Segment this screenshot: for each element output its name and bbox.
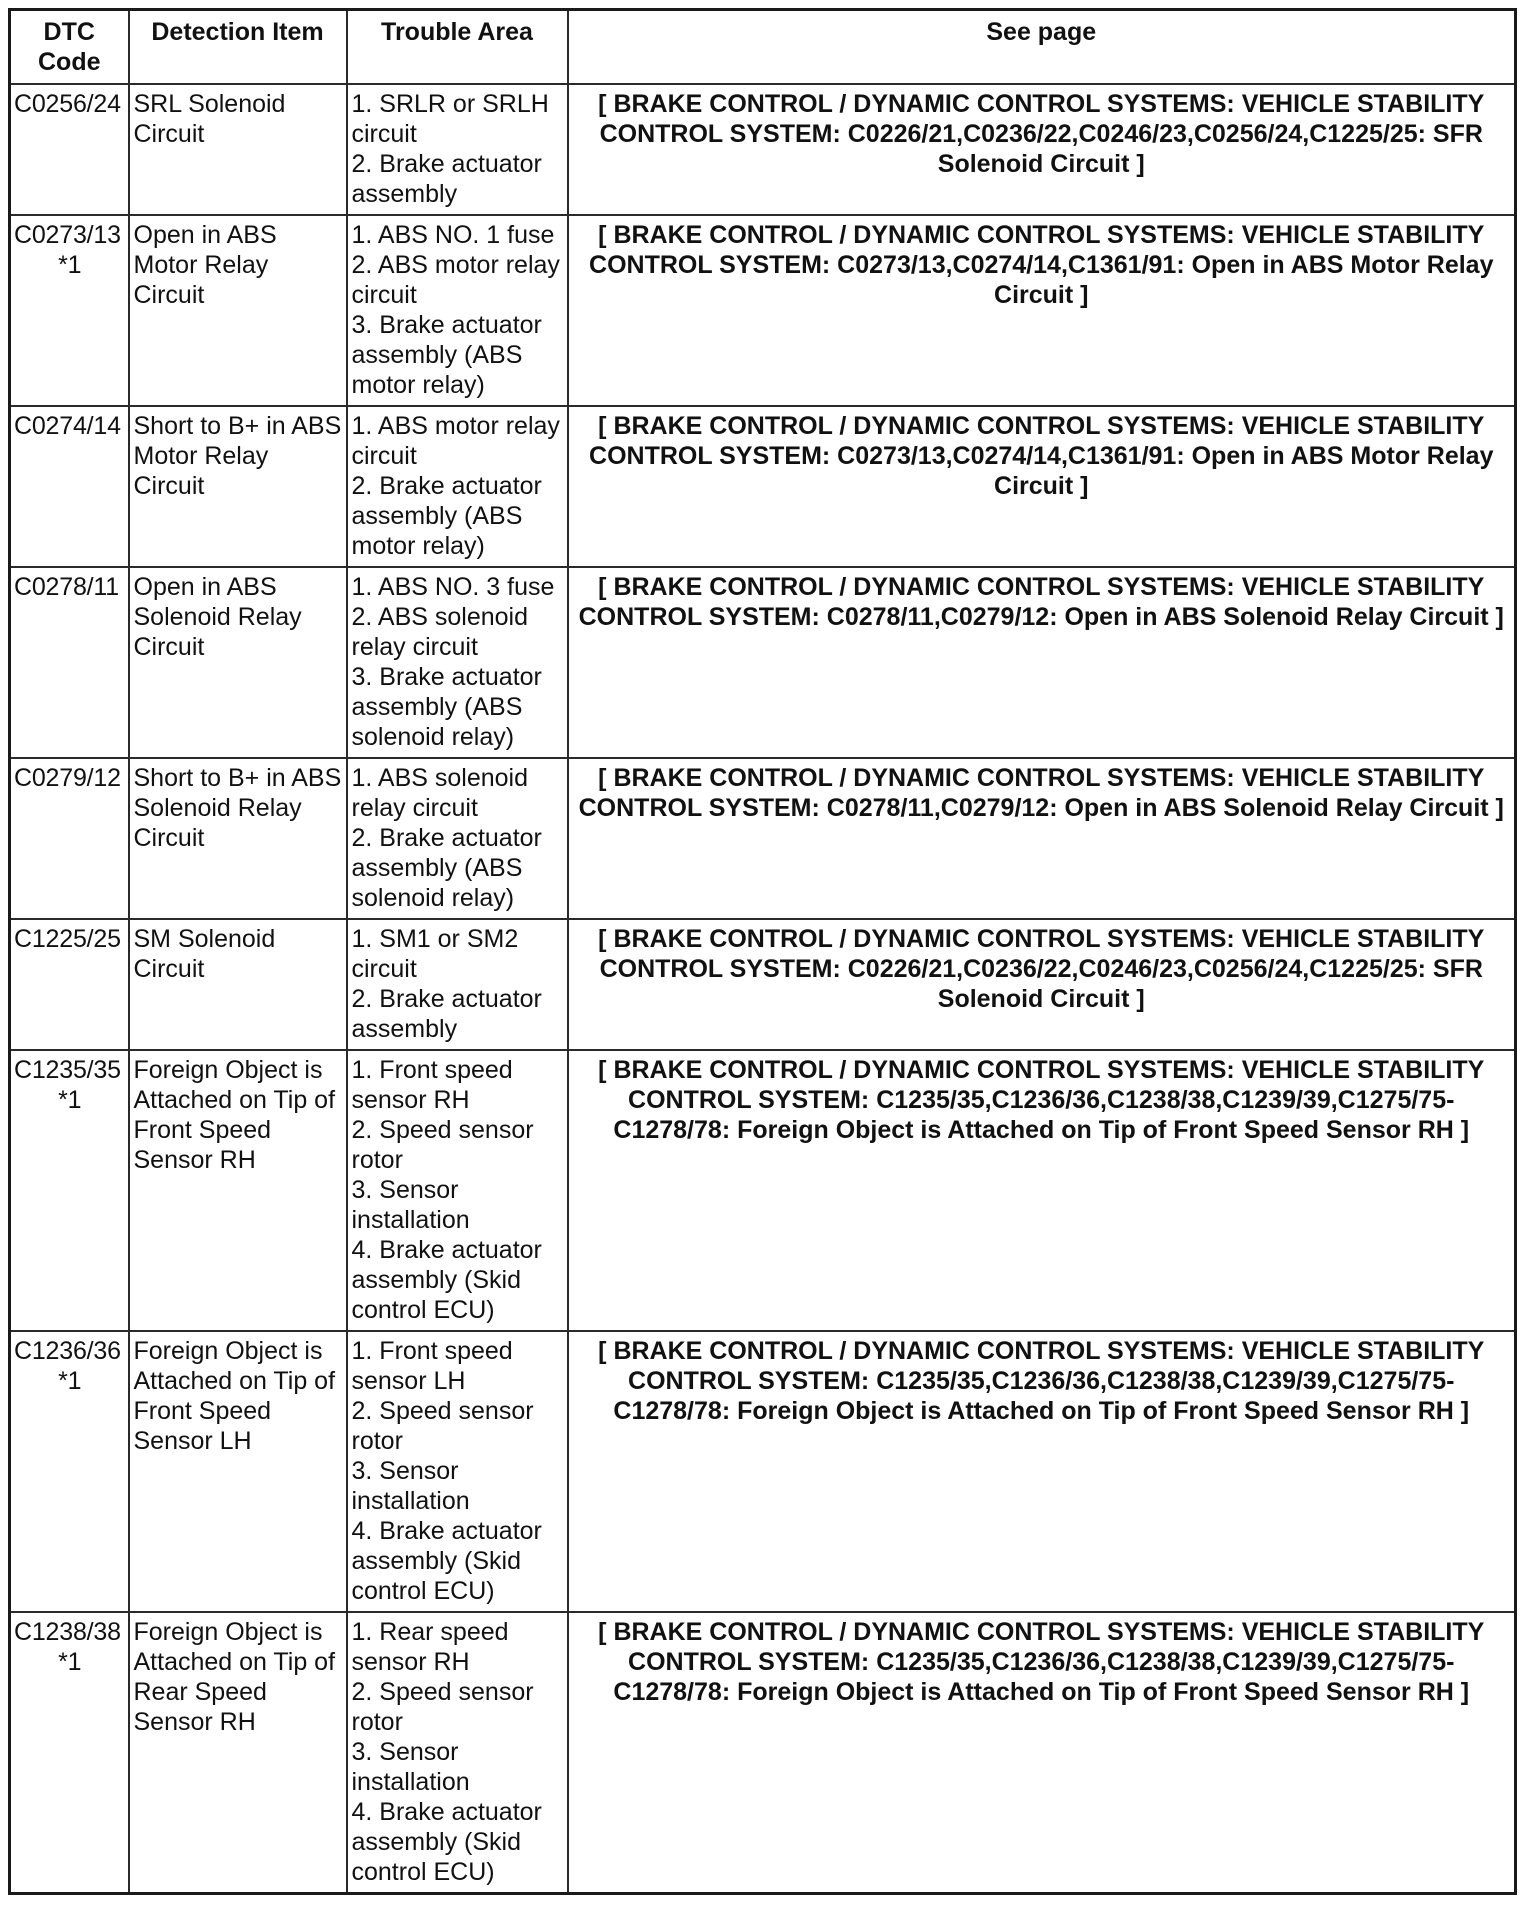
dtc-code: C0256/24 [14,90,121,118]
trouble-area-item: 3. Brake actuator assembly (ABS solenoid relay) [351,663,542,751]
table-row [10,84,1516,215]
table-row [10,919,1516,1050]
trouble-area-item: 2. Speed sensor rotor [351,1678,534,1736]
header-dtc-code: DTC Code [10,10,129,85]
table-row [10,1612,1516,1894]
dtc-footnote-marker: *1 [58,1367,82,1395]
table-row [10,567,1516,758]
dtc-code: C1235/35 [14,1056,121,1084]
trouble-area-item: 2. Speed sensor rotor [351,1397,534,1455]
header-detection-item: Detection Item [129,10,347,85]
trouble-area-cell [347,406,568,567]
trouble-area-item: 4. Brake actuator assembly (Skid control ECU) [351,1798,542,1886]
trouble-area-item: 4. Brake actuator assembly (Skid control ECU) [351,1517,542,1605]
detection-item: SM Solenoid Circuit [129,919,347,1050]
dtc-code-cell [10,1050,129,1331]
trouble-area-item: 1. SRLR or SRLH circuit [351,90,549,148]
table-row [10,1050,1516,1331]
see-page-reference: [ BRAKE CONTROL / DYNAMIC CONTROL SYSTEMS: VEHICLE STABILITY CONTROL SYSTEM: C0226/21,C0236/22,C0246/23,C0256/24,C1225/25: SFR Solenoid Circuit ] [568,919,1516,1050]
trouble-area-cell [347,919,568,1050]
see-page-reference: [ BRAKE CONTROL / DYNAMIC CONTROL SYSTEMS: VEHICLE STABILITY CONTROL SYSTEM: C1235/35,C1236/36,C1238/38,C1239/39,C1275/75-C1278/78: Foreign Object is Attached on Tip of Front Speed Sensor RH ] [568,1331,1516,1612]
trouble-area-item: 2. Brake actuator assembly (ABS solenoid relay) [351,824,542,912]
see-page-reference: [ BRAKE CONTROL / DYNAMIC CONTROL SYSTEMS: VEHICLE STABILITY CONTROL SYSTEM: C0278/11,C0279/12: Open in ABS Solenoid Relay Circuit ] [568,567,1516,758]
table-header-row [10,10,1516,85]
trouble-area-cell [347,1331,568,1612]
dtc-code: C1238/38 [14,1618,121,1646]
trouble-area-item: 1. ABS NO. 3 fuse [351,573,555,601]
see-page-reference: [ BRAKE CONTROL / DYNAMIC CONTROL SYSTEMS: VEHICLE STABILITY CONTROL SYSTEM: C1235/35,C1236/36,C1238/38,C1239/39,C1275/75-C1278/78: Foreign Object is Attached on Tip of Front Speed Sensor RH ] [568,1612,1516,1894]
dtc-code-cell [10,758,129,919]
dtc-code-cell [10,1331,129,1612]
dtc-code: C1225/25 [14,925,121,953]
trouble-area-cell [347,215,568,406]
dtc-code: C0279/12 [14,764,121,792]
dtc-code: C0273/13 [14,221,121,249]
detection-item: Foreign Object is Attached on Tip of Rear Speed Sensor RH [129,1612,347,1894]
dtc-code-cell [10,406,129,567]
detection-item: Open in ABS Motor Relay Circuit [129,215,347,406]
trouble-area-item: 3. Brake actuator assembly (ABS motor relay) [351,311,542,399]
trouble-area-item: 1. SM1 or SM2 circuit [351,925,519,983]
dtc-code: C1236/36 [14,1337,121,1365]
detection-item: SRL Solenoid Circuit [129,84,347,215]
trouble-area-item: 2. ABS solenoid relay circuit [351,603,529,661]
trouble-area-item: 1. ABS NO. 1 fuse [351,221,555,249]
table-row [10,1331,1516,1612]
detection-item: Foreign Object is Attached on Tip of Front Speed Sensor RH [129,1050,347,1331]
trouble-area-cell [347,84,568,215]
trouble-area-item: 1. Front speed sensor LH [351,1337,513,1395]
table-row [10,215,1516,406]
table-body [10,84,1516,1894]
dtc-code-cell [10,215,129,406]
dtc-code-cell [10,567,129,758]
dtc-code: C0278/11 [14,573,119,601]
trouble-area-item: 3. Sensor installation [351,1176,470,1234]
detection-item: Short to B+ in ABS Motor Relay Circuit [129,406,347,567]
detection-item: Short to B+ in ABS Solenoid Relay Circuit [129,758,347,919]
dtc-footnote-marker: *1 [58,251,82,279]
trouble-area-item: 3. Sensor installation [351,1738,470,1796]
dtc-code-cell [10,1612,129,1894]
trouble-area-item: 4. Brake actuator assembly (Skid control ECU) [351,1236,542,1324]
table-row [10,758,1516,919]
trouble-area-item: 1. ABS solenoid relay circuit [351,764,529,822]
table-row [10,406,1516,567]
see-page-reference: [ BRAKE CONTROL / DYNAMIC CONTROL SYSTEMS: VEHICLE STABILITY CONTROL SYSTEM: C0226/21,C0236/22,C0246/23,C0256/24,C1225/25: SFR Solenoid Circuit ] [568,84,1516,215]
dtc-code-cell [10,84,129,215]
see-page-reference: [ BRAKE CONTROL / DYNAMIC CONTROL SYSTEMS: VEHICLE STABILITY CONTROL SYSTEM: C1235/35,C1236/36,C1238/38,C1239/39,C1275/75-C1278/78: Foreign Object is Attached on Tip of Front Speed Sensor RH ] [568,1050,1516,1331]
trouble-area-item: 1. Front speed sensor RH [351,1056,513,1114]
trouble-area-cell [347,1612,568,1894]
detection-item: Foreign Object is Attached on Tip of Front Speed Sensor LH [129,1331,347,1612]
detection-item: Open in ABS Solenoid Relay Circuit [129,567,347,758]
trouble-area-item: 2. ABS motor relay circuit [351,251,560,309]
trouble-area-item: 2. Brake actuator assembly [351,985,542,1043]
dtc-code: C0274/14 [14,412,121,440]
dtc-footnote-marker: *1 [58,1086,82,1114]
trouble-area-item: 2. Brake actuator assembly [351,150,542,208]
dtc-table [8,8,1517,1895]
trouble-area-item: 2. Speed sensor rotor [351,1116,534,1174]
trouble-area-item: 2. Brake actuator assembly (ABS motor relay) [351,472,542,560]
see-page-reference: [ BRAKE CONTROL / DYNAMIC CONTROL SYSTEMS: VEHICLE STABILITY CONTROL SYSTEM: C0273/13,C0274/14,C1361/91: Open in ABS Motor Relay Circuit ] [568,215,1516,406]
trouble-area-cell [347,758,568,919]
dtc-code-cell [10,919,129,1050]
trouble-area-item: 1. Rear speed sensor RH [351,1618,509,1676]
trouble-area-cell [347,1050,568,1331]
header-see-page: See page [568,10,1516,85]
dtc-footnote-marker: *1 [58,1648,82,1676]
header-trouble-area: Trouble Area [347,10,568,85]
trouble-area-cell [347,567,568,758]
see-page-reference: [ BRAKE CONTROL / DYNAMIC CONTROL SYSTEMS: VEHICLE STABILITY CONTROL SYSTEM: C0273/13,C0274/14,C1361/91: Open in ABS Motor Relay Circuit ] [568,406,1516,567]
trouble-area-item: 3. Sensor installation [351,1457,470,1515]
see-page-reference: [ BRAKE CONTROL / DYNAMIC CONTROL SYSTEMS: VEHICLE STABILITY CONTROL SYSTEM: C0278/11,C0279/12: Open in ABS Solenoid Relay Circuit ] [568,758,1516,919]
trouble-area-item: 1. ABS motor relay circuit [351,412,560,470]
